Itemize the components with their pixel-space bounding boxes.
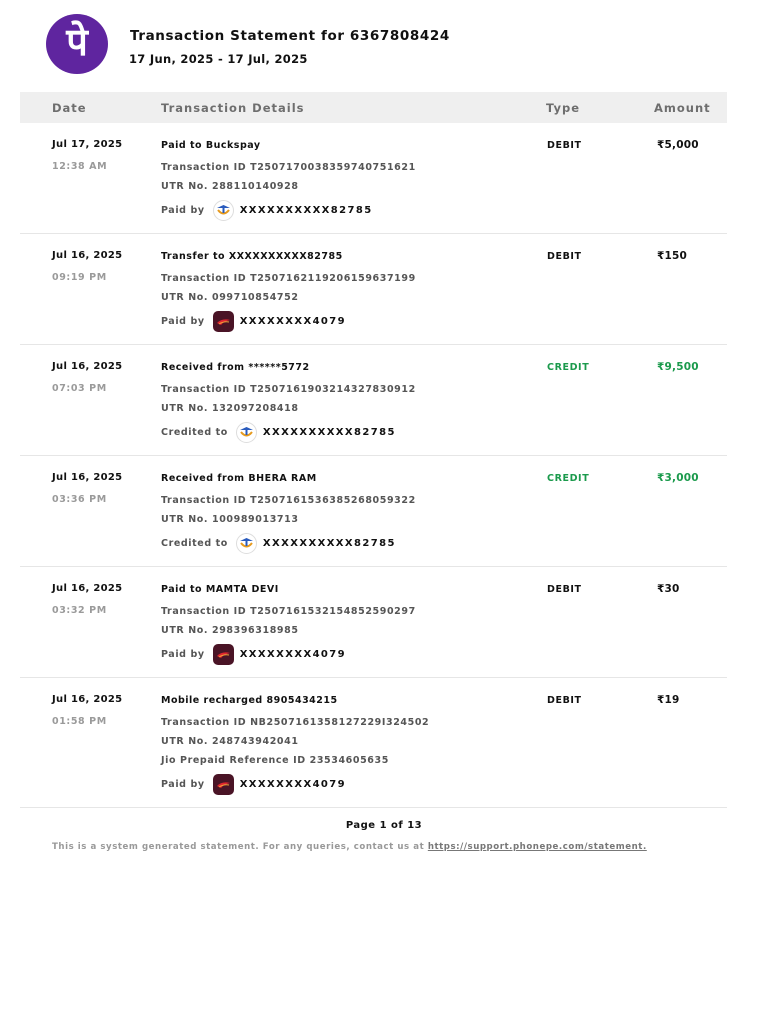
logo-mark: पे: [66, 20, 88, 64]
transaction-id: Transaction ID T2507161536385268059322: [161, 495, 416, 506]
payment-destination-label: Credited to: [161, 426, 228, 438]
transaction-type: CREDIT: [547, 473, 590, 484]
transaction-type: CREDIT: [547, 362, 590, 373]
transaction-date: Jul 16, 2025: [52, 694, 123, 705]
utr-number: UTR No. 132097208418: [161, 403, 299, 414]
transaction-time: 01:58 PM: [52, 716, 107, 727]
payment-destination-label: Credited to: [161, 537, 228, 549]
payment-destination: [161, 532, 396, 554]
transaction-row: [20, 234, 727, 345]
payment-destination: [161, 421, 396, 443]
transaction-amount: ₹5,000: [657, 139, 699, 151]
transaction-date: Jul 16, 2025: [52, 472, 123, 483]
column-header-amount: Amount: [654, 101, 711, 115]
transaction-title: Paid to Buckspay: [161, 140, 261, 151]
card-logo-icon: [213, 644, 234, 665]
transaction-id: Transaction ID T2507170038359740751621: [161, 162, 416, 173]
transaction-id: Transaction ID T2507162119206159637199: [161, 273, 416, 284]
utr-number: UTR No. 298396318985: [161, 625, 299, 636]
transaction-amount: ₹9,500: [657, 361, 699, 373]
payment-source: [161, 310, 346, 332]
bank-logo-icon: [236, 533, 257, 554]
table-header: [20, 92, 727, 123]
transaction-amount: ₹30: [657, 583, 680, 595]
transaction-title: Received from BHERA RAM: [161, 473, 317, 484]
transaction-date: Jul 16, 2025: [52, 361, 123, 372]
transaction-id: Transaction ID NB2507161358127229I324502: [161, 717, 430, 728]
transaction-amount: ₹19: [657, 694, 680, 706]
payment-source-label: Paid by: [161, 778, 205, 790]
account-number: XXXXXXXX4079: [239, 315, 346, 327]
payment-source: [161, 199, 373, 221]
transaction-row: [20, 123, 727, 234]
account-number: XXXXXXXXXX82785: [239, 204, 373, 216]
transaction-row: [20, 567, 727, 678]
utr-number: UTR No. 099710854752: [161, 292, 299, 303]
reference-id: Jio Prepaid Reference ID 23534605635: [161, 755, 389, 766]
account-number: XXXXXXXX4079: [239, 648, 346, 660]
transaction-date: Jul 16, 2025: [52, 250, 123, 261]
page-number: Page 1 of 13: [345, 820, 423, 831]
payment-source: [161, 773, 346, 795]
transaction-list: [20, 123, 727, 808]
bank-logo-icon: [213, 200, 234, 221]
footer-note: [52, 842, 647, 852]
transaction-time: 03:36 PM: [52, 494, 107, 505]
transaction-title: Received from ******5772: [161, 362, 310, 373]
account-number: XXXXXXXXXX82785: [262, 537, 396, 549]
transaction-row: [20, 345, 727, 456]
utr-number: UTR No. 248743942041: [161, 736, 299, 747]
transaction-time: 03:32 PM: [52, 605, 107, 616]
column-header-type: Type: [546, 101, 581, 115]
transaction-time: 12:38 AM: [52, 161, 108, 172]
payment-source: [161, 643, 346, 665]
footer-text: This is a system generated statement. For any queries, contact us at: [52, 842, 428, 852]
transaction-type: DEBIT: [547, 584, 582, 595]
utr-number: UTR No. 100989013713: [161, 514, 299, 525]
transaction-type: DEBIT: [547, 695, 582, 706]
statement-title: Transaction Statement for 6367808424: [130, 28, 450, 44]
transaction-type: DEBIT: [547, 140, 582, 151]
column-header-details: Transaction Details: [161, 101, 305, 115]
transaction-time: 07:03 PM: [52, 383, 107, 394]
transaction-id: Transaction ID T2507161903214327830912: [161, 384, 416, 395]
account-number: XXXXXXXXXX82785: [262, 426, 396, 438]
transaction-title: Paid to MAMTA DEVI: [161, 584, 279, 595]
transaction-id: Transaction ID T2507161532154852590297: [161, 606, 416, 617]
transaction-type: DEBIT: [547, 251, 582, 262]
transaction-amount: ₹150: [657, 250, 688, 262]
payment-source-label: Paid by: [161, 648, 205, 660]
bank-logo-icon: [236, 422, 257, 443]
payment-source-label: Paid by: [161, 204, 205, 216]
support-link[interactable]: https://support.phonepe.com/statement.: [427, 842, 647, 852]
card-logo-icon: [213, 774, 234, 795]
phonepe-logo-icon: [46, 14, 108, 74]
transaction-row: [20, 678, 727, 808]
statement-header: [46, 14, 726, 76]
column-header-date: Date: [52, 101, 87, 115]
payment-source-label: Paid by: [161, 315, 205, 327]
transaction-amount: ₹3,000: [657, 472, 699, 484]
transaction-title: Mobile recharged 8905434215: [161, 695, 338, 706]
transaction-title: Transfer to XXXXXXXXXX82785: [161, 251, 343, 262]
utr-number: UTR No. 288110140928: [161, 181, 299, 192]
statement-period: 17 Jun, 2025 - 17 Jul, 2025: [129, 52, 308, 66]
transaction-date: Jul 16, 2025: [52, 583, 123, 594]
account-number: XXXXXXXX4079: [239, 778, 346, 790]
transaction-row: [20, 456, 727, 567]
transaction-date: Jul 17, 2025: [52, 139, 123, 150]
transaction-time: 09:19 PM: [52, 272, 107, 283]
card-logo-icon: [213, 311, 234, 332]
